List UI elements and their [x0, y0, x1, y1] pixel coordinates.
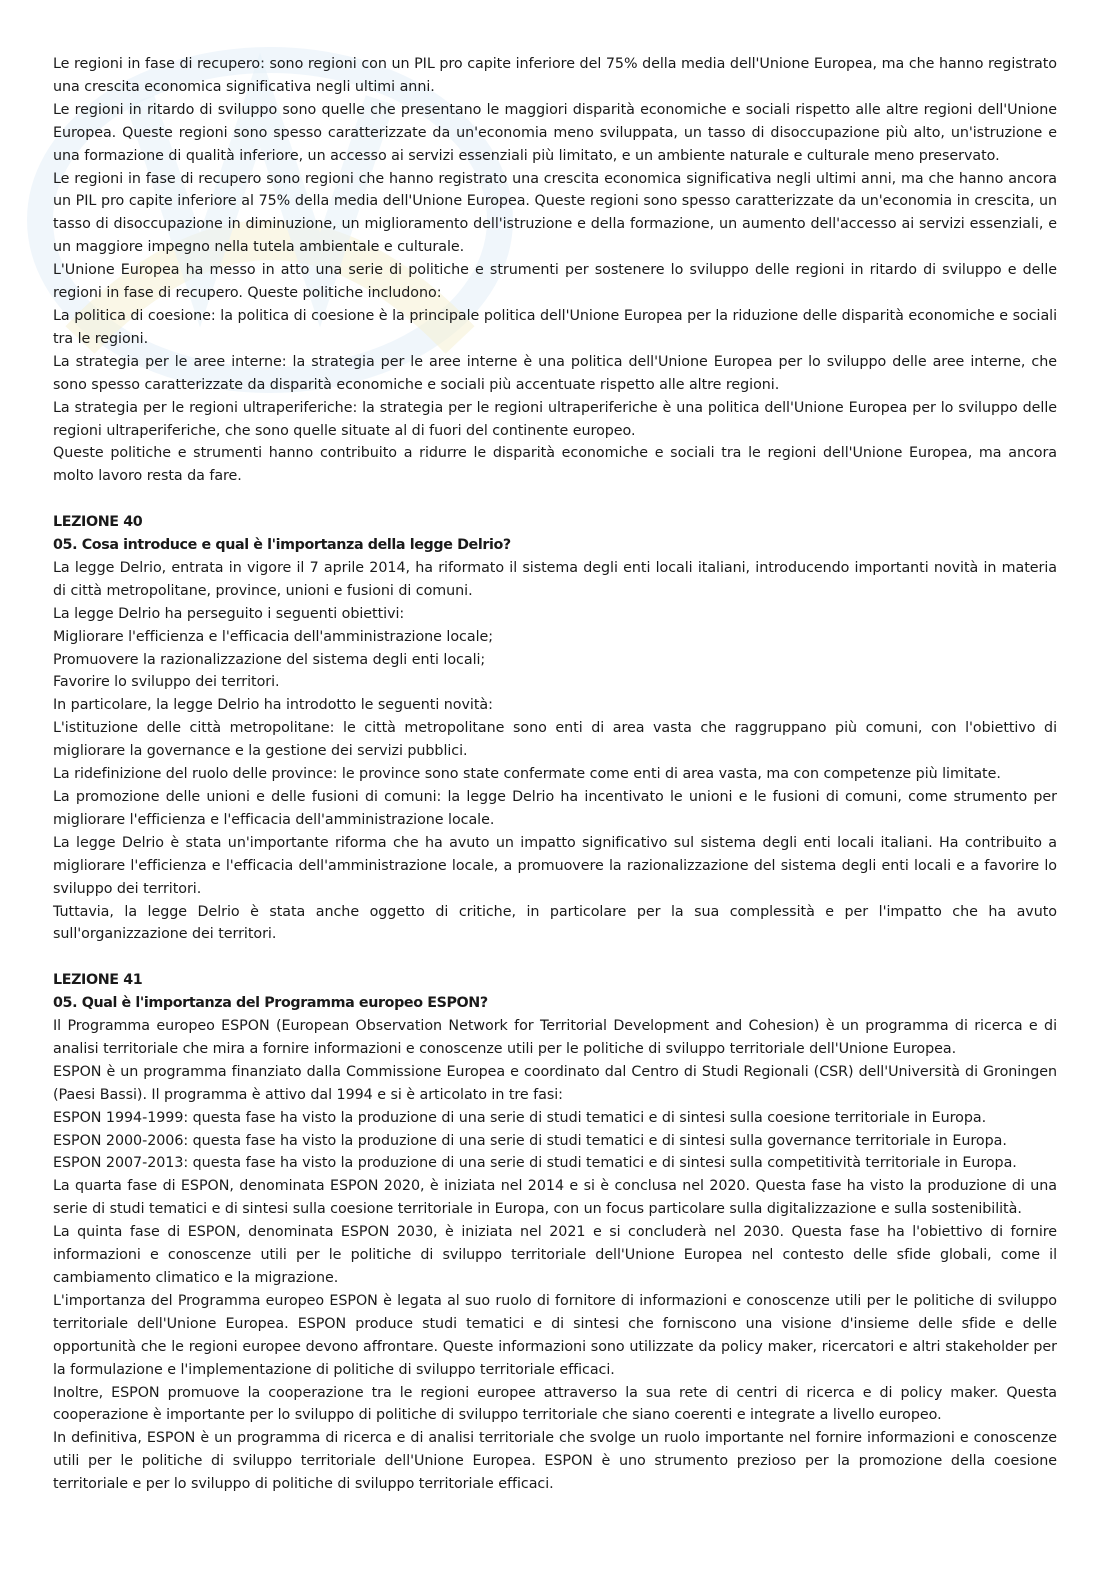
lesson-41-paragraph: Inoltre, ESPON promuove la cooperazione tra le regioni europee attraverso la sua rete di centri di ricerca e di policy maker. Questa cooperazione è importante per lo sviluppo di politiche di sviluppo territoriale che siano coerenti e integrate a livello europeo. — [53, 1384, 1057, 1424]
intro-paragraph: La strategia per le aree interne: la strategia per le aree interne è una politica dell'Unione Europea per lo sviluppo delle aree interne, che sono spesso caratterizzate da disparità economiche e sociali più accentuate rispetto alle altre regioni. — [53, 353, 1057, 393]
lesson-40-paragraph: La legge Delrio, entrata in vigore il 7 aprile 2014, ha riformato il sistema degli enti locali italiani, introducendo importanti novità in materia di città metropolitane, province, unioni e fusioni di comuni. — [53, 559, 1057, 599]
lesson-40-paragraph: La promozione delle unioni e delle fusioni di comuni: la legge Delrio ha incentivato le unioni e le fusioni di comuni, come strumento per migliorare l'efficienza e l'efficacia dell'amministrazione locale. — [53, 788, 1057, 828]
intro-paragraph: Le regioni in fase di recupero: sono regioni con un PIL pro capite inferiore del 75% della media dell'Unione Europea, ma che hanno registrato una crescita economica significativa negli ultimi anni. — [53, 56, 1057, 95]
lesson-40-question: 05. Cosa introduce e qual è l'importanza della legge Delrio? — [53, 537, 511, 554]
intro-paragraph: La strategia per le regioni ultraperiferiche: la strategia per le regioni ultraperiferiche è una politica dell'Unione Europea per lo sviluppo delle regioni ultraperiferiche, che sono quelle situate al di fuori del continente europeo. — [53, 399, 1057, 439]
lesson-40-title: LEZIONE 40 — [53, 514, 143, 531]
lesson-41-paragraph: ESPON 2007-2013: questa fase ha visto la produzione di una serie di studi tematici e di sintesi sulla competitività territoriale in Europa. — [53, 1155, 1017, 1172]
lesson-40-paragraph: Migliorare l'efficienza e l'efficacia dell'amministrazione locale; — [53, 628, 494, 645]
lesson-40-paragraph: Favorire lo sviluppo dei territori. — [53, 674, 280, 691]
lesson-40-paragraph: La legge Delrio ha perseguito i seguenti obiettivi: — [53, 605, 405, 622]
lesson-41-question: 05. Qual è l'importanza del Programma europeo ESPON? — [53, 995, 488, 1012]
lesson-40-paragraph: L'istituzione delle città metropolitane: le città metropolitane sono enti di area vasta che raggruppano più comuni, con l'obiettivo di migliorare la governance e la gestione dei servizi pubblici. — [53, 720, 1057, 760]
lesson-40-paragraph: Tuttavia, la legge Delrio è stata anche oggetto di critiche, in particolare per la sua complessità e per l'impatto che ha avuto sull'organizzazione dei territori. — [53, 903, 1057, 943]
intro-paragraph: Le regioni in ritardo di sviluppo sono quelle che presentano le maggiori disparità economiche e sociali rispetto alle altre regioni dell'Unione Europea. Queste regioni sono spesso caratterizzate da un'economia meno sviluppata, un tasso di disoccupazione più alto, un'istruzione e una formazione di qualità inferiore, un accesso ai servizi essenziali più limitato, e un ambiente naturale e culturale meno preservato. — [53, 101, 1057, 164]
lesson-41-section — [53, 969, 1057, 1496]
document-page — [53, 53, 1057, 1496]
lesson-41-paragraph: La quarta fase di ESPON, denominata ESPON 2020, è iniziata nel 2014 e si è conclusa nel 2020. Questa fase ha visto la produzione di una serie di studi tematici e di sintesi sulla coesione territoriale in Europa, con un focus particolare sulla digitalizzazione e sulla sostenibilità. — [53, 1178, 1057, 1218]
lesson-41-paragraph: ESPON 2000-2006: questa fase ha visto la produzione di una serie di studi tematici e di sintesi sulla governance territoriale in Europa. — [53, 1132, 1007, 1149]
intro-paragraph: Queste politiche e strumenti hanno contribuito a ridurre le disparità economiche e sociali tra le regioni dell'Unione Europea, ma ancora molto lavoro resta da fare. — [53, 445, 1057, 485]
intro-section — [53, 53, 1057, 488]
lesson-40-paragraph: In particolare, la legge Delrio ha introdotto le seguenti novità: — [53, 697, 493, 714]
lesson-41-paragraph: Il Programma europeo ESPON (European Observation Network for Territorial Development and Cohesion) è un programma di ricerca e di analisi territoriale che mira a fornire informazioni e conoscenze utili per le politiche di sviluppo territoriale dell'Unione Europea. — [53, 1018, 1057, 1057]
intro-paragraph: L'Unione Europea ha messo in atto una serie di politiche e strumenti per sostenere lo sviluppo delle regioni in ritardo di sviluppo e delle regioni in fase di recupero. Queste politiche includono: — [53, 262, 1057, 302]
lesson-40-paragraph: Promuovere la razionalizzazione del sistema degli enti locali; — [53, 651, 486, 668]
intro-paragraph: La politica di coesione: la politica di coesione è la principale politica dell'Unione Europea per la riduzione delle disparità economiche e sociali tra le regioni. — [53, 307, 1057, 347]
lesson-40-paragraph: La legge Delrio è stata un'importante riforma che ha avuto un impatto significativo sul sistema degli enti locali italiani. Ha contribuito a migliorare l'efficienza e l'efficacia dell'amministrazione locale, a promuovere la razionalizzazione del sistema degli enti locali e a favorire lo sviluppo dei territori. — [53, 834, 1057, 897]
lesson-41-paragraph: La quinta fase di ESPON, denominata ESPON 2030, è iniziata nel 2021 e si concluderà nel 2030. Questa fase ha l'obiettivo di fornire informazioni e conoscenze utili per le politiche di sviluppo territoriale dell'Unione Europea nel contesto delle sfide globali, come il cambiamento climatico e la migrazione. — [53, 1224, 1057, 1286]
lesson-41-paragraph: ESPON è un programma finanziato dalla Commissione Europea e coordinato dal Centro di Studi Regionali (CSR) dell'Università di Groningen (Paesi Bassi). Il programma è attivo dal 1994 e si è articolato in tre fasi: — [53, 1063, 1057, 1103]
lesson-41-title: LEZIONE 41 — [53, 972, 143, 989]
lesson-41-paragraph: ESPON 1994-1999: questa fase ha visto la produzione di una serie di studi tematici e di sintesi sulla coesione territoriale in Europa. — [53, 1109, 987, 1126]
lesson-41-paragraph: In definitiva, ESPON è un programma di ricerca e di analisi territoriale che svolge un ruolo importante nel fornire informazioni e conoscenze utili per le politiche di sviluppo territoriale dell'Unione Europea. ESPON è uno strumento prezioso per la promozione della coesione territoriale e per lo sviluppo di politiche di sviluppo territoriale efficaci. — [53, 1430, 1057, 1493]
lesson-41-paragraph: L'importanza del Programma europeo ESPON è legata al suo ruolo di fornitore di informazioni e conoscenze utili per le politiche di sviluppo territoriale dell'Unione Europea. ESPON produce studi tematici e di sintesi che forniscono una visione d'insieme delle sfide e delle opportunità che le regioni europee devono affrontare. Queste informazioni sono utilizzate da policy maker, ricercatori e altri stakeholder per la formulazione e l'implementazione di politiche di sviluppo territoriale efficaci. — [53, 1292, 1057, 1378]
lesson-40-paragraph: La ridefinizione del ruolo delle province: le province sono state confermate come enti di area vasta, ma con competenze più limitate. — [53, 766, 1001, 783]
intro-paragraph: Le regioni in fase di recupero sono regioni che hanno registrato una crescita economica significativa negli ultimi anni, ma che hanno ancora un PIL pro capite inferiore al 75% della media dell'Unione Europea. Queste regioni sono spesso caratterizzate da un'economia in crescita, un tasso di disoccupazione in diminuzione, un miglioramento dell'istruzione e della formazione, un aumento dell'accesso ai servizi essenziali, e un maggiore impegno nella tutela ambientale e culturale. — [53, 170, 1057, 256]
lesson-40-section — [53, 511, 1057, 946]
